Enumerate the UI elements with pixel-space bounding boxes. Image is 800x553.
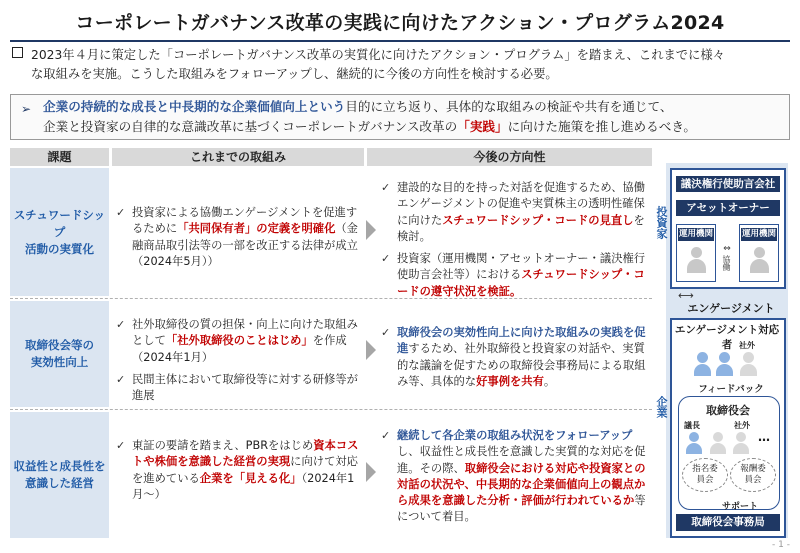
list-item [116, 317, 360, 366]
title-divider [10, 40, 790, 42]
cell-text: 等について着目。 [397, 494, 646, 524]
asset-owner-label: アセットオーナー [676, 200, 780, 216]
cell-text: を検討。 [397, 213, 645, 243]
list-item [116, 205, 360, 270]
outside-label: 社外 [734, 421, 750, 430]
cell-text: 民間主体において取締役等に対する研修等が進展 [132, 372, 358, 403]
engagement-label: エンゲージメント [687, 302, 775, 315]
row-label-profitability [10, 412, 109, 538]
engagement-arrow-icon: ⟷ [678, 289, 694, 302]
collab-arrows-icon: ⇔ [723, 244, 731, 254]
cell-text: 。 [543, 374, 556, 388]
header-issue: 課題 [10, 148, 109, 166]
key-message-emphasis: 「実践」 [457, 119, 508, 134]
company-side-label: 企業 [655, 396, 668, 418]
cell-emphasis: 取締役会における対応や投資家との対話の状況や、中長期的な企業価値向上の観点から成果を意識した分析・評価が行われているか [397, 461, 646, 508]
key-message-part: 目的に立ち返り、具体的な取組みの検証や共有を通じて、 [345, 99, 673, 114]
row-divider [10, 409, 652, 410]
cell-text: に向けて対応を進めている [132, 455, 358, 485]
list-item [381, 251, 647, 300]
page-title: コーポレートガバナンス改革の実践に向けたアクション・プログラム2024 [75, 12, 725, 34]
list-item [381, 428, 647, 526]
cell-text: 社外取締役の質の担保・向上に向けた取組みとして [132, 318, 358, 348]
key-message-highlight: 企業の持続的な成長と中長期的な企業価値向上という [43, 99, 346, 114]
cell-emphasis: 好事例を共有 [476, 374, 544, 388]
row-label-board-effectiveness [10, 301, 109, 407]
cell-text: 東証の要請を踏まえ、PBRをはじめ [132, 439, 314, 452]
cell-text: し、収益性と成長性を意識した実質的な対応を促進。その際、 [397, 445, 646, 475]
collab-label: 協働 [722, 255, 731, 271]
key-message-part: に向けた施策を推し進めるべき。 [507, 119, 696, 134]
page-number: - 1 - [772, 540, 790, 550]
outside-label: 社外 [739, 341, 755, 350]
cell-emphasis: スチュワードシップ・コードの見直し [442, 213, 634, 227]
key-message-box [10, 94, 790, 140]
cell-highlight: 取締役会の実効性向上に向けた取組みの実践を促進 [397, 326, 646, 356]
header-past-efforts: これまでの取組み [112, 148, 364, 166]
board-secretariat-label: 取締役会事務局 [676, 514, 780, 531]
row-label-line: 実効性向上 [30, 355, 89, 369]
row-label-line: 取締役会等の [25, 338, 94, 352]
intro-line-2: な取組みを実施。こうした取組みをフォローアップし、継続的に今後の方向性を検討する必要。 [31, 67, 558, 81]
row-label-stewardship [10, 168, 109, 296]
past-efforts-cell [116, 205, 360, 276]
right-arrow-icon [366, 220, 376, 240]
row-label-line: 活動の実質化 [25, 241, 94, 256]
list-item [116, 438, 360, 503]
cell-text: 投資家による協働エンゲージメントを促進するために [132, 206, 358, 236]
arrow-bullet-icon: ➢ [21, 102, 32, 116]
cell-emphasis: 「共同保有者」の定義を明確化 [177, 222, 336, 236]
list-item [381, 325, 647, 390]
intro-line-1: 2023年４月に策定した「コーポレートガバナンス改革の実質化に向けたアクション・プログラム」を踏まえ、これまでに様々 [31, 48, 725, 62]
nomination-label: 指名委員会 [692, 464, 718, 485]
row-label-line: 意識した経営 [25, 476, 94, 490]
right-arrow-icon [366, 462, 376, 482]
compensation-label: 報酬委員会 [740, 464, 766, 485]
engagement-responder-label: エンゲージメント対応者 [674, 324, 780, 351]
cell-highlight: 継続して各企業の取組み状況をフォローアップ [397, 429, 633, 442]
investor-side-label: 投資家 [655, 206, 668, 239]
cell-text: （金融商品取引法等の一部を改正する法律が成立（2024年5月）） [132, 222, 358, 268]
proxy-advisor-label: 議決権行使助言会社 [676, 176, 780, 192]
nomination-committee [682, 458, 728, 492]
list-item [381, 180, 647, 245]
row-label-line: スチュワードシップ [13, 207, 106, 239]
header-future-direction: 今後の方向性 [367, 148, 652, 166]
support-label: サポート [722, 502, 759, 512]
row-label-line: 収益性と成長性を [13, 459, 106, 473]
cell-text: 投資家（運用機関・アセットオーナー・議決権行使助言会社等）における [397, 252, 646, 282]
future-direction-cell [381, 180, 647, 306]
asset-manager-label: 運用機関 [678, 229, 713, 239]
cell-text: するため、社外取締役と投資家の対話や、実質的な議論を促すための取締役会事務局による取組み等、具体的な [397, 342, 646, 388]
list-item [116, 372, 360, 405]
row-divider [10, 298, 652, 299]
intro-text [12, 46, 788, 84]
cell-emphasis: 「社外取締役のことはじめ」 [165, 334, 313, 348]
asset-manager-label: 運用機関 [741, 229, 776, 239]
future-direction-cell [381, 325, 647, 396]
future-direction-cell [381, 428, 647, 532]
past-efforts-cell [116, 438, 360, 509]
asset-manager-box-2 [739, 224, 779, 282]
key-message-part: 企業と投資家の自律的な意識改革に基づくコーポレートガバナンス改革の [43, 119, 458, 134]
feedback-label: フィードバック [698, 384, 764, 395]
cell-emphasis: 企業を「見える化」 [199, 471, 302, 485]
chair-label: 議長 [684, 421, 700, 430]
compensation-committee [730, 458, 776, 492]
cell-emphasis: 資本コストや株価を意識した経営の実現 [132, 439, 359, 469]
cell-text: を作成（2024年1月） [132, 334, 347, 364]
key-message-text [43, 97, 783, 137]
cell-text: （2024年1月～） [132, 471, 355, 501]
right-arrow-icon [366, 340, 376, 360]
cell-text: 建設的な目的を持った対話を促進するため、協働エンゲージメントの促進や実質株主の透明性確保に向けた [397, 181, 646, 227]
square-bullet-icon [12, 47, 23, 58]
asset-manager-box-1 [676, 224, 716, 282]
board-label: 取締役会 [706, 404, 750, 417]
past-efforts-cell [116, 317, 360, 410]
cell-emphasis: スチュワードシップ・コードの遵守状況を検証。 [397, 268, 645, 298]
ellipsis: … [758, 430, 770, 444]
